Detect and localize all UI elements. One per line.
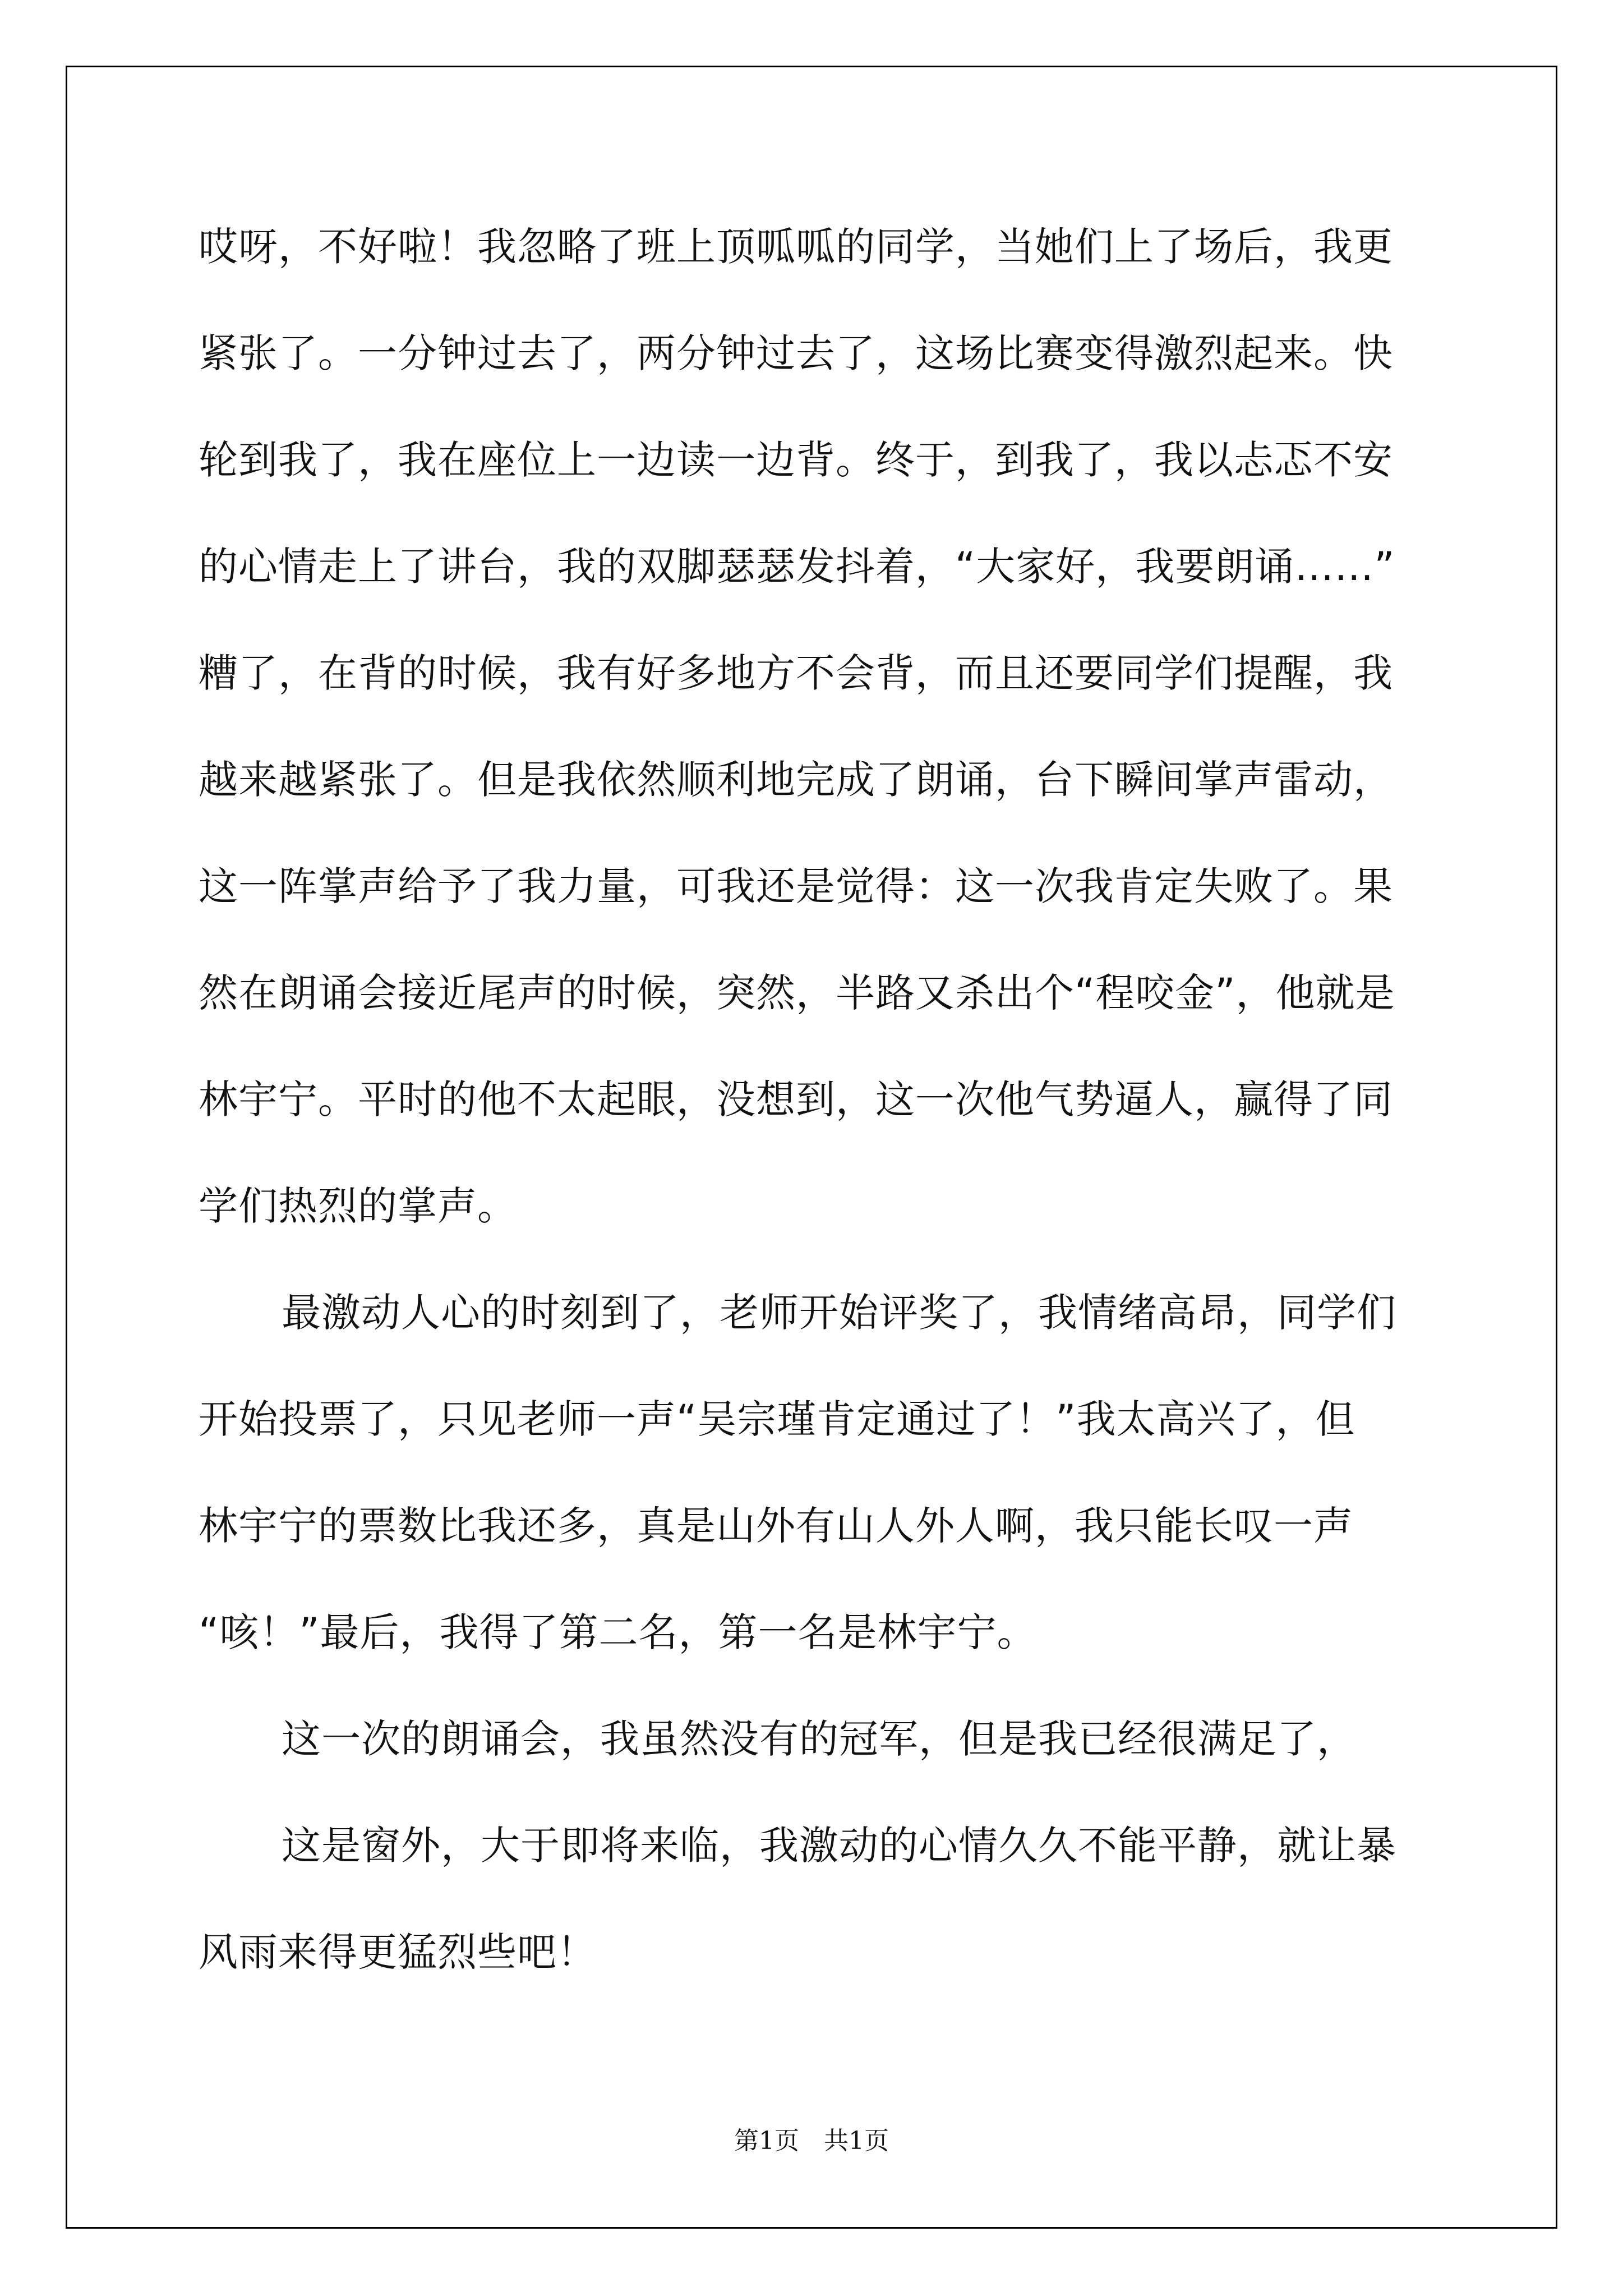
- text-line: “咳！”最后，我得了第二名，第一名是林宇宁。: [199, 1609, 1037, 1655]
- text-line: 糟了，在背的时候，我有好多地方不会背，而且还要同学们提醒，我: [199, 650, 1393, 696]
- text-line: 开始投票了，只见老师一声“吴宗瑾肯定通过了！”我太高兴了，但: [199, 1396, 1355, 1442]
- text-line: 的心情走上了讲台，我的双脚瑟瑟发抖着，“大家好，我要朗诵……”: [199, 544, 1395, 590]
- text-line: 然在朗诵会接近尾声的时候，突然，半路又杀出个“程咬金”，他就是: [199, 970, 1395, 1016]
- text-line: 紧张了。一分钟过去了，两分钟过去了，这场比赛变得激烈起来。快: [199, 330, 1393, 376]
- text-line: 最激动人心的时刻到了，老师开始评奖了，我情绪高昂，同学们: [282, 1290, 1396, 1336]
- text-line: 这是窗外，大于即将来临，我激动的心情久久不能平静，就让暴: [282, 1823, 1396, 1869]
- text-line: 这一阵掌声给予了我力量，可我还是觉得：这一次我肯定失败了。果: [199, 863, 1393, 909]
- text-line: 学们热烈的掌声。: [199, 1183, 517, 1229]
- page-number: 第1页 共1页: [734, 2127, 889, 2155]
- text-line: 林宇宁。平时的他不太起眼，没想到，这一次他气势逼人，赢得了同: [199, 1076, 1393, 1122]
- text-line: 林宇宁的票数比我还多，真是山外有山人外人啊，我只能长叹一声: [199, 1503, 1353, 1549]
- document-body: [199, 194, 1430, 2005]
- text-line: 风雨来得更猛烈些吧！: [199, 1929, 597, 1975]
- text-line: 这一次的朗诵会，我虽然没有的冠军，但是我已经很满足了，: [282, 1716, 1357, 1762]
- text-line: 哎呀，不好啦！我忽略了班上顶呱呱的同学，当她们上了场后，我更: [199, 224, 1393, 270]
- text-line: 越来越紧张了。但是我依然顺利地完成了朗诵，台下瞬间掌声雷动，: [199, 757, 1393, 803]
- text-line: 轮到我了，我在座位上一边读一边背。终于，到我了，我以忐忑不安: [199, 437, 1393, 483]
